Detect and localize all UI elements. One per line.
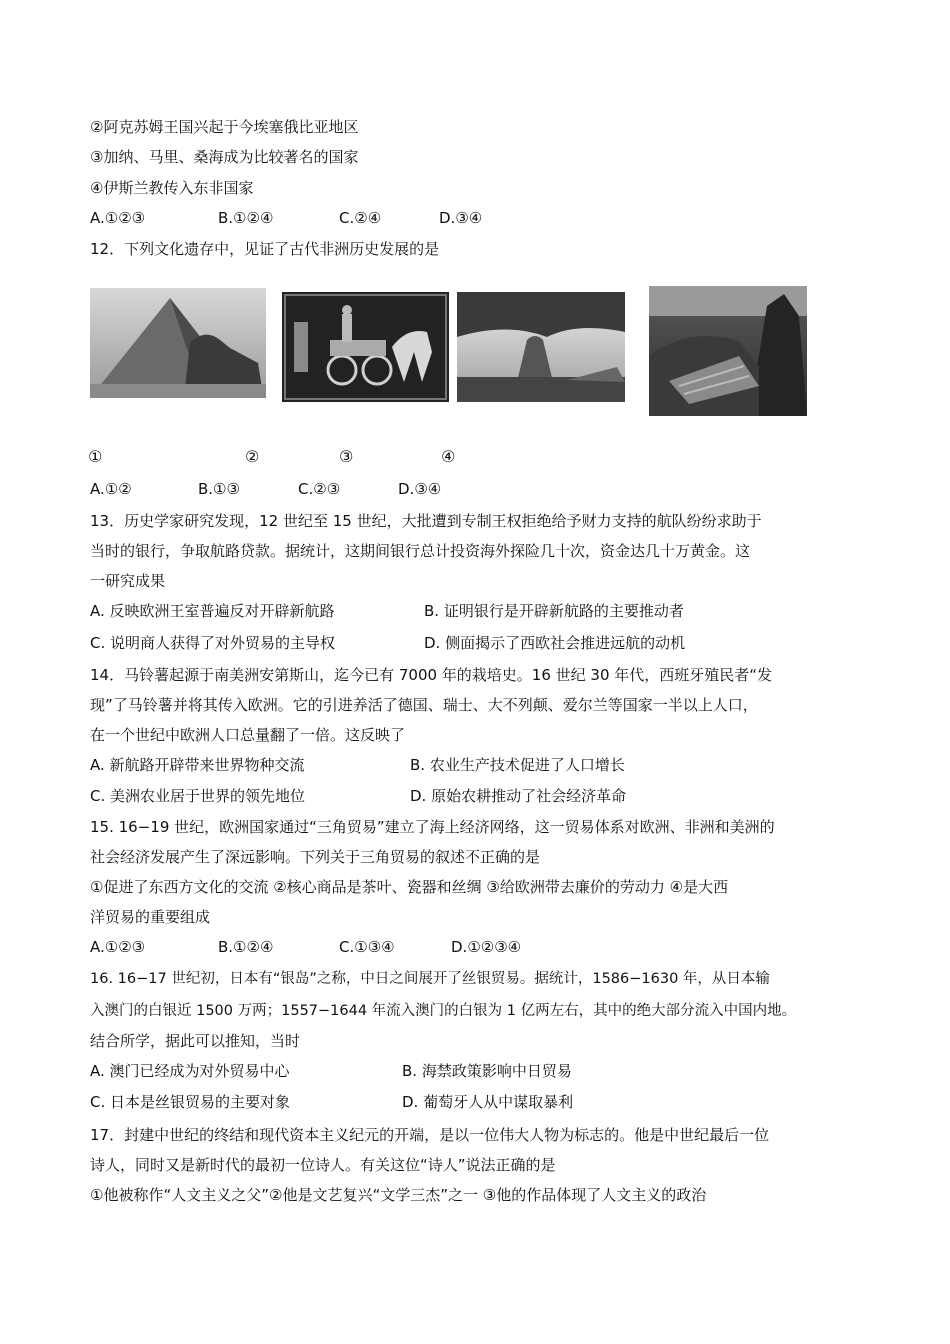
q14-stem-line-1: 14．马铃薯起源于南美洲安第斯山，迄今已有 7000 年的栽培史。16 世纪 30 年代，西班牙殖民者“发 [90,666,773,684]
q14-stem-line-2: 现”了马铃薯并将其传入欧洲。它的引进养活了德国、瑞士、大不列颠、爱尔兰等国家一半以上人口， [90,696,758,714]
q14-option-a[interactable]: A. 新航路开辟带来世界物种交流 [90,756,305,774]
q16-option-d[interactable]: D. 葡萄牙人从中谋取暴利 [402,1093,574,1111]
q15-stem-line-1: 15. 16−19 世纪，欧洲国家通过“三角贸易”建立了海上经济网络，这一贸易体系对欧洲、非洲和美洲的 [90,818,775,836]
q12-label-3: ③ [339,447,354,466]
q11-option-b[interactable]: B.①②④ [218,209,274,227]
q17-stem-line-3: ①他被称作“人文主义之父”②他是文艺复兴“文学三杰”之一 ③他的作品体现了人文主义的政治 [90,1186,707,1204]
q15-option-d[interactable]: D.①②③④ [451,938,522,956]
q12-label-4: ④ [441,447,456,466]
q12-label-1: ① [88,447,103,466]
q13-stem-line-2: 当时的银行，争取航路贷款。据统计，这期间银行总计投资海外探险几十次，资金达几十万黄金。这 [90,542,751,560]
q17-stem-line-2: 诗人，同时又是新时代的最初一位诗人。有关这位“诗人”说法正确的是 [90,1156,556,1174]
q12-label-2: ② [245,447,260,466]
q13-stem-line-1: 13．历史学家研究发现，12 世纪至 15 世纪，大批遭到专制王权拒绝给予财力支持的航队纷纷求助于 [90,512,762,530]
q11-item-4: ④伊斯兰教传入东非国家 [90,179,254,197]
q17-stem-line-1: 17．封建中世纪的终结和现代资本主义纪元的开端，是以一位伟大人物为标志的。他是中世纪最后一位 [90,1126,770,1144]
stone-ruins-photo [457,292,625,402]
q11-option-d[interactable]: D.③④ [439,209,483,227]
q16-stem-line-1: 16. 16−17 世纪初，日本有“银岛”之称，中日之间展开了丝银贸易。据统计，1586−1630 年，从日本输 [90,971,770,987]
q12-options [90,482,441,497]
mountain-ruins-photo [649,286,807,416]
q12-option-b[interactable]: B.①③ [198,480,240,498]
q12-stem: 12．下列文化遗存中，见证了古代非洲历史发展的是 [90,240,440,258]
q12-option-d[interactable]: D.③④ [398,480,442,498]
q14-option-b[interactable]: B. 农业生产技术促进了人口增长 [410,756,625,774]
q15-option-c[interactable]: C.①③④ [339,938,395,956]
q15-stem-line-2: 社会经济发展产生了深远影响。下列关于三角贸易的叙述不正确的是 [90,848,541,866]
q14-option-d[interactable]: D. 原始农耕推动了社会经济革命 [410,787,627,805]
q14-option-c[interactable]: C. 美洲农业居于世界的领先地位 [90,787,306,805]
pyramid-and-sphinx-photo [90,288,266,398]
q13-option-a[interactable]: A. 反映欧洲王室普遍反对开辟新航路 [90,602,335,620]
q11-item-3: ③加纳、马里、桑海成为比较著名的国家 [90,148,359,166]
q16-option-c[interactable]: C. 日本是丝银贸易的主要对象 [90,1093,291,1111]
q15-stem-line-3: ①促进了东西方文化的交流 ②核心商品是茶叶、瓷器和丝绸 ③给欧洲带去廉价的劳动力 ④是大西 [90,878,729,896]
q15-option-b[interactable]: B.①②④ [218,938,274,956]
q13-option-b[interactable]: B. 证明银行是开辟新航路的主要推动者 [424,602,684,620]
q11-option-a[interactable]: A.①②③ [90,209,146,227]
q11-item-2: ②阿克苏姆王国兴起于今埃塞俄比亚地区 [90,118,359,136]
q13-stem-line-3: 一研究成果 [90,572,166,590]
q12-option-a[interactable]: A.①② [90,480,132,498]
q16-option-a[interactable]: A. 澳门已经成为对外贸易中心 [90,1062,290,1080]
q13-option-c[interactable]: C. 说明商人获得了对外贸易的主导权 [90,634,336,652]
q14-stem-line-3: 在一个世纪中欧洲人口总量翻了一倍。这反映了 [90,726,406,744]
q11-option-c[interactable]: C.②④ [339,209,382,227]
q15-options [90,940,521,955]
q13-option-d[interactable]: D. 侧面揭示了西欧社会推进远航的动机 [424,634,686,652]
q15-option-a[interactable]: A.①②③ [90,938,146,956]
chariot-painting-photo [282,292,449,402]
q11-options [90,211,482,226]
q16-option-b[interactable]: B. 海禁政策影响中日贸易 [402,1062,572,1080]
q15-stem-line-4: 洋贸易的重要组成 [90,908,211,926]
q16-stem-line-2: 入澳门的白银近 1500 万两；1557−1644 年流入澳门的白银为 1 亿两左右，其中的绝大部分流入中国内地。 [90,1003,797,1019]
q12-option-c[interactable]: C.②③ [298,480,341,498]
q16-stem-line-3: 结合所学，据此可以推知，当时 [90,1032,301,1050]
